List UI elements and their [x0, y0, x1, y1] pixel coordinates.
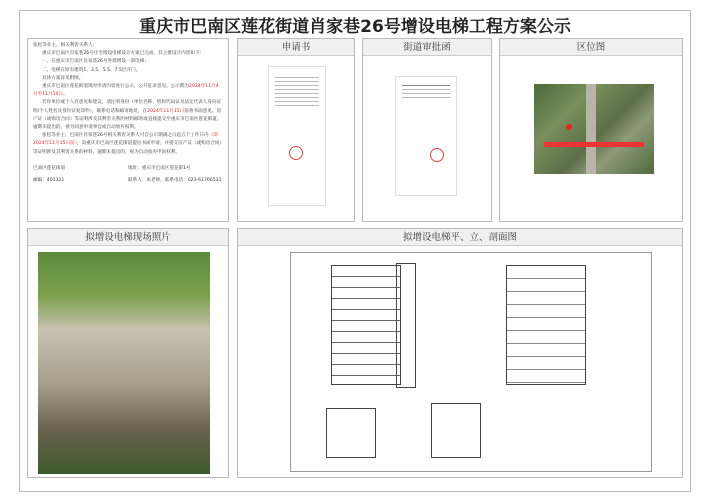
- section-drawing: [331, 265, 401, 385]
- address: 地址：重庆市巴南区莲花街1号: [128, 165, 191, 171]
- notice-p3: 二、电梯在原有建筑1、3.5、5.5、7.5层开门。: [42, 67, 141, 73]
- notice-p4: 具体方案详见附图。: [42, 75, 84, 81]
- road: [586, 84, 596, 174]
- location-map-image: [534, 84, 654, 174]
- elevator-shaft-drawing: [396, 263, 416, 388]
- elevation-drawing: [506, 265, 586, 385]
- drawings-sheet: [290, 252, 652, 472]
- appeal-date: （即2024年11月15日前）: [33, 133, 218, 147]
- notice-text: [27, 40, 229, 187]
- org-name: 巴南区莲花街道: [33, 165, 66, 171]
- notice-p6: [33, 99, 223, 132]
- application-document-image: [268, 66, 326, 206]
- panel-header: 街道审批函: [363, 39, 491, 56]
- approval-document-image: [395, 76, 457, 196]
- page-title: 重庆市巴南区莲花街道肖家巷26号增设电梯工程方案公示: [139, 17, 571, 37]
- red-seal: [430, 148, 444, 162]
- text: 前将书面意见、房产证（或购房合同）等证明涉及其利害关系的材料邮寄或直接提交至重庆市巴南区莲花街道。逾期未提出的，视为同意申请事宜或自动放弃权利。: [33, 108, 222, 131]
- site-photo: [38, 252, 210, 474]
- location-marker: [566, 124, 572, 130]
- notice-p1: 重庆市巴南区肖家巷26号住宅增设电梯设计方案已完成，其主要设计内容如下：: [42, 51, 205, 57]
- postcode: 邮编：401321: [33, 178, 65, 184]
- plan-drawing-1: [326, 408, 376, 458]
- panel-header: 申请书: [238, 39, 354, 56]
- text: 重庆市巴南区莲花街道现对申请内容进行公示，公开征求意见。公示期为: [42, 84, 190, 90]
- text: ，向重庆市巴南区莲花街道提出书面申请，并提交房产证（或购房合同）等证明涉及其利害关系的材料。逾期未提出的，视为自动放弃申诉权利。: [33, 141, 222, 155]
- period-date: 2024年11月4日至11月10日。: [33, 84, 219, 98]
- plan-drawing-2: [431, 403, 481, 458]
- red-seal: [289, 146, 303, 160]
- text: 张松等业主、巴南区肖家巷26号相关利害关系人可自公示期满之日起五个工作日内: [42, 133, 209, 139]
- notice-p2: 一、在重庆市巴南区肖家巷26号外墙增设一部电梯；: [42, 59, 149, 65]
- map-label: [544, 142, 644, 147]
- notice-p7: [33, 132, 223, 157]
- contact: 联系人：朱老师，联系电话：023-61766531: [128, 178, 222, 184]
- notice-p5: [33, 83, 223, 99]
- text: 若你单位或个人有意见和建议，请注明身份（单位名称、机构代码证及法定代表人身份证明/个人姓名及身份证复印件），联系电话和邮寄地址，在: [33, 100, 222, 114]
- panel-header: 拟增设电梯现场照片: [28, 229, 228, 246]
- panel-header: 拟增设电梯平、立、剖面图: [238, 229, 682, 246]
- greeting: 张松等业主、相关利害关系人：: [33, 43, 98, 48]
- deadline-date: 2024年11月15日: [147, 108, 185, 114]
- panel-header: 区位图: [500, 39, 682, 56]
